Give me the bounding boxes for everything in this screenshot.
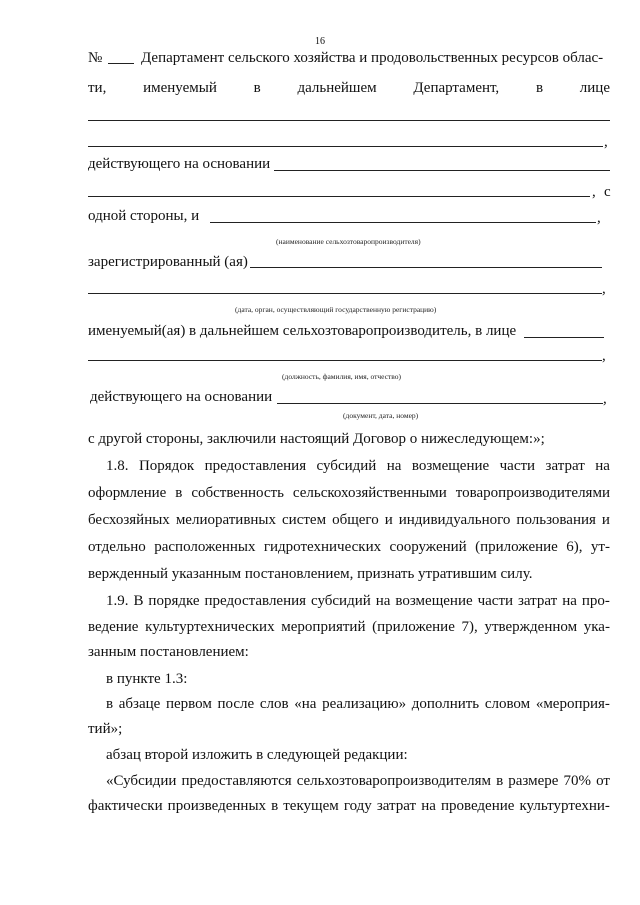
caption-position: (должность, фамилия, имя, отчество) [282,372,402,381]
registered-label: зарегистрированный (ая) [88,254,248,270]
word: товаропроизводителями [455,485,610,501]
word: систем [282,512,327,528]
word: в [496,773,504,789]
subpoint-line: в пункте 1.3: [106,671,188,687]
basis-label-2: действующего на основании [90,389,273,405]
comma: , [597,210,601,226]
word: абзаце [118,696,161,712]
word: (приложение [475,539,558,555]
word: возмещение [411,458,490,474]
word: общего [332,512,379,528]
word: 7), [461,619,478,635]
comma: , [602,348,606,364]
word: мелиоративных [175,512,277,528]
named-as-blank-2 [88,360,602,361]
word: субсидий [316,458,377,474]
comma: , [604,134,608,150]
word: сельскохозяйственными [292,485,447,501]
comma: , [603,391,607,407]
word: после [217,696,255,712]
named-as-label: именуемый(ая) в дальнейшем сельхозтоваропроизводитель, в лице [88,323,517,339]
word: «Субсидии [106,773,177,789]
word: первом [165,696,212,712]
word: на [562,593,577,609]
amendment-line: тий»; [88,721,123,737]
word: размере [508,773,559,789]
comma: , [592,184,596,200]
registered-blank-2 [88,293,602,294]
paragraph-1-8-line [88,484,610,502]
word: ут- [590,539,610,555]
amendment-line: абзац второй изложить в следующей редакции: [106,747,408,763]
word: и [384,512,393,528]
word: слов [259,696,289,712]
word: 1.8. [106,458,129,474]
word: части [499,458,536,474]
word: культуртехнических [145,619,275,635]
word: порядке [148,593,200,609]
paragraph-1-8-line [88,511,610,529]
paragraph-1-8-line: вержденный указанным постановлением, признать утратившим силу. [88,566,533,582]
word: возмещение [395,593,473,609]
word: ведение [88,619,139,635]
word: проведение [440,798,515,814]
word: фактически [88,798,163,814]
number-sign: № [88,50,103,66]
word: сооружений [389,539,467,555]
word: оформление [88,485,167,501]
other-side-line: с другой стороны, заключили настоящий Договор о нижеследующем:»; [88,431,545,447]
word: Порядок [138,458,195,474]
word: лице [579,80,610,96]
word: в [253,80,261,96]
comma: , [602,281,606,297]
word: сельхозтоваропроизводителям [296,773,492,789]
word: части [477,593,514,609]
word: культуртехни- [519,798,610,814]
word: году [343,798,372,814]
word: в [175,485,183,501]
department-line-2 [88,79,610,97]
word: на [375,593,391,609]
word: на [595,458,610,474]
word: от [596,773,610,789]
word: 70% [563,773,592,789]
basis-blank-2 [88,196,590,197]
word: «мероприя- [535,696,610,712]
word: утвержденном [484,619,578,635]
contract-number-blank [108,63,134,64]
word: затрат [545,458,585,474]
word: предоставления [204,593,307,609]
paragraph-1-8-line [88,538,610,556]
word: 1.9. [106,593,129,609]
word: словом [484,696,531,712]
caption-registration: (дата, орган, осуществляющий государственную регистрацию) [235,305,437,314]
paragraph-1-9-line [88,618,610,636]
page-number: 16 [315,36,325,47]
word: дополнить [411,696,480,712]
representative-blank-2 [88,146,603,147]
producer-name-blank [210,222,596,223]
word: реализацию» [322,696,407,712]
word: пользования [516,512,596,528]
word: на [421,798,436,814]
word: Департамент, [413,80,500,96]
one-side-label: одной стороны, и [88,208,200,224]
representative-blank-1 [88,120,610,121]
word: «на [294,696,317,712]
basis-blank-1 [274,170,610,171]
department-line: Департамент сельского хозяйства и продовольственных ресурсов облас- [141,50,604,66]
amendment-line [106,695,610,713]
word: именуемый [143,80,217,96]
basis-label: действующего на основании [88,156,271,172]
word: (приложение [372,619,455,635]
word: в [271,798,279,814]
quoted-text-line [88,797,610,815]
c-letter: с [604,184,611,200]
basis-blank-3 [277,403,603,404]
quoted-text-line [106,772,610,790]
paragraph-1-8-line [106,457,610,475]
word: в [535,80,544,96]
word: мероприятий [281,619,366,635]
word: предоставляются [181,773,292,789]
word: дальнейшем [297,80,377,96]
word: отдельно [88,539,146,555]
paragraph-1-9-line: занным постановлением: [88,644,249,660]
word: предоставления [204,458,307,474]
word: затрат [376,798,417,814]
word: в [106,696,114,712]
word: произведенных [167,798,267,814]
word: про- [581,593,610,609]
word: собственность [191,485,284,501]
word: ти, [88,80,107,96]
named-as-blank-1 [524,337,604,338]
word: В [133,593,144,609]
word: ука- [583,619,610,635]
word: и [601,512,610,528]
registered-blank-1 [250,267,602,268]
paragraph-1-9-line [106,592,610,610]
word: индивидуального [398,512,511,528]
word: гидротехнических [263,539,382,555]
word: текущем [283,798,339,814]
word: субсидий [311,593,371,609]
word: расположенных [154,539,256,555]
word: бесхозяйных [88,512,170,528]
word: 6), [566,539,583,555]
word: на [386,458,402,474]
caption-producer-name: (наименование сельхозтоваропроизводителя) [276,237,421,246]
caption-document: (документ, дата, номер) [343,411,419,420]
word: затрат [517,593,558,609]
